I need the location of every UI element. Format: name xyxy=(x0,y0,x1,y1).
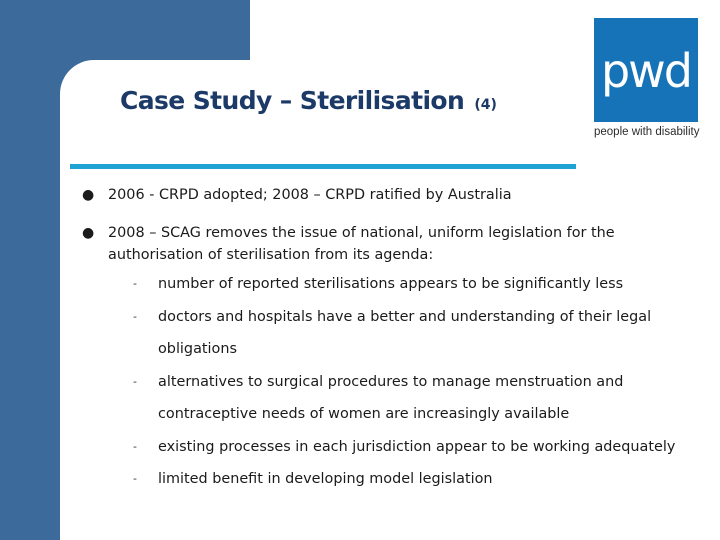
sub-bullet-item xyxy=(108,301,700,366)
bullet-dot-icon: ● xyxy=(82,225,95,241)
pwd-logo xyxy=(594,18,698,122)
sub-bullet-text: number of reported sterilisations appears to be significantly less xyxy=(158,276,624,292)
sub-bullet-text: doctors and hospitals have a better and understanding of their legal obligations xyxy=(158,308,652,357)
bullet-item xyxy=(80,222,700,496)
dash-icon: - xyxy=(133,374,137,388)
logo-text: pwd xyxy=(600,44,692,98)
logo-tagline: people with disability xyxy=(594,126,700,138)
sub-bullet-list xyxy=(108,268,700,496)
sub-bullet-item xyxy=(108,463,700,496)
dash-icon: - xyxy=(133,309,137,323)
slide-title xyxy=(120,86,497,115)
bullet-text: 2006 - CRPD adopted; 2008 – CRPD ratified by Australia xyxy=(108,187,512,203)
sub-bullet-text: limited benefit in developing model legislation xyxy=(158,471,493,487)
bullet-text: 2008 – SCAG removes the issue of national, uniform legislation for the authorisation of sterilisation from its agenda: xyxy=(108,225,615,263)
slide-body xyxy=(80,184,700,496)
sub-bullet-item xyxy=(108,431,700,464)
slide-title-text: Case Study – Sterilisation xyxy=(120,86,465,115)
dash-icon: - xyxy=(133,277,137,290)
bullet-item xyxy=(80,184,700,206)
sub-bullet-text: existing processes in each jurisdiction appear to be working adequately xyxy=(158,438,676,455)
slide-title-suffix: (4) xyxy=(474,97,497,113)
dash-icon: - xyxy=(133,472,137,485)
sub-bullet-item xyxy=(108,366,700,431)
sub-bullet-item xyxy=(108,268,700,301)
bullet-dot-icon: ● xyxy=(82,187,95,203)
sub-bullet-text: alternatives to surgical procedures to manage menstruation and contraceptive needs of women are increasingly available xyxy=(158,373,624,422)
title-divider xyxy=(70,164,576,169)
dash-icon: - xyxy=(133,439,137,453)
